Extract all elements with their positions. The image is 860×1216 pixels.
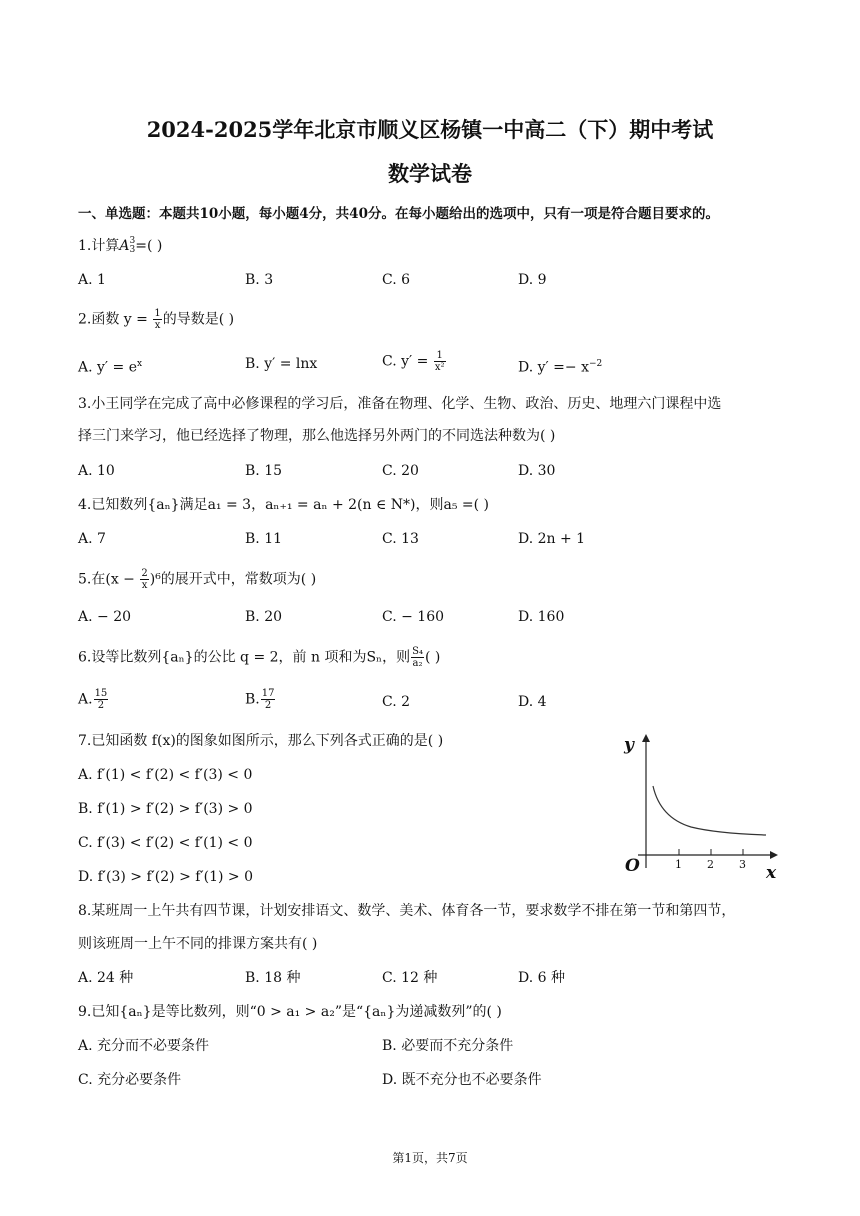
question-7-option-b: B. f′(1) > f′(2) > f′(3) > 0 xyxy=(78,801,253,817)
question-3-stem-line-2: 择三门来学习，他已经选择了物理，那么他选择另外两门的不同选法种数为( ) xyxy=(78,428,556,444)
question-3-option-c: C. 20 xyxy=(382,463,419,479)
question-6-option-d: D. 4 xyxy=(518,694,547,710)
page-subtitle: 数学试卷 xyxy=(388,161,472,186)
question-3-stem-line-1: 3.小王同学在完成了高中必修课程的学习后，准备在物理、化学、生物、政治、历史、地理六门课程中选 xyxy=(78,396,722,412)
question-7-option-d: D. f′(3) > f′(2) > f′(1) > 0 xyxy=(78,869,253,885)
question-6-option-b: B. $\frac{17}{2}$ xyxy=(245,688,275,711)
y-axis-label: y xyxy=(624,735,634,755)
y-axis xyxy=(642,734,650,868)
question-4-stem: 4.已知数列{aₙ}满足a₁ = 3，aₙ₊₁ = aₙ + 2(n ∈ N*)，则a₅ =( ) xyxy=(78,497,490,513)
question-2-option-b: B. y′ = lnx xyxy=(245,356,318,372)
question-4-option-c: C. 13 xyxy=(382,531,419,547)
question-5-option-b: B. 20 xyxy=(245,609,283,625)
question-7-option-a: A. f′(1) < f′(2) < f′(3) < 0 xyxy=(78,767,253,783)
question-2-option-a: A. $y' = e^x$ xyxy=(78,359,143,376)
question-1-option-c: C. 6 xyxy=(382,272,411,288)
question-1-stem: 1.计算A 3 3 =( ) xyxy=(78,236,163,255)
x-tick-label-1: 1 xyxy=(675,858,682,871)
question-8-option-c: C. 12 种 xyxy=(382,970,438,986)
question-5-stem: 5.在(x − $\frac{2}{x}$ )⁶的展开式中，常数项为( ) xyxy=(78,568,317,591)
x-tick-label-3: 3 xyxy=(739,858,746,871)
question-9-option-c: C. 充分必要条件 xyxy=(78,1072,182,1088)
section-heading: 一、单选题：本题共10小题，每小题4分，共40分。在每小题给出的选项中，只有一项是符合题目要求的。 xyxy=(78,206,719,222)
question-9-stem: 9.已知{aₙ}是等比数列，则“0 > a₁ > a₂”是“{aₙ}为递减数列”的( ) xyxy=(78,1004,502,1020)
origin-label: O xyxy=(625,856,640,876)
question-1-option-a: A. 1 xyxy=(78,272,106,288)
question-7-option-c: C. f′(3) < f′(2) < f′(1) < 0 xyxy=(78,835,253,851)
question-8-option-d: D. 6 种 xyxy=(518,970,565,986)
question-5-option-a: A. − 20 xyxy=(78,609,132,625)
function-curve xyxy=(653,786,766,835)
page-footer: 第1页，共7页 xyxy=(392,1151,468,1165)
question-6-stem: 6.设等比数列{aₙ}的公比 q = 2，前 n 项和为Sₙ，则 $\frac{\text{S₄}}{\text{a₂}}$ ( ) xyxy=(78,646,441,669)
question-3-option-d: D. 30 xyxy=(518,463,556,479)
question-4-option-b: B. 11 xyxy=(245,531,283,547)
question-8-option-b: B. 18 种 xyxy=(245,970,301,986)
question-9-option-b: B. 必要而不充分条件 xyxy=(382,1038,514,1054)
function-graph-figure xyxy=(616,728,786,883)
x-tick-label-2: 2 xyxy=(707,858,714,871)
x-axis-ticks xyxy=(679,849,743,855)
question-7-stem: 7.已知函数 f(x)的图象如图所示，那么下列各式正确的是( ) xyxy=(78,733,444,749)
page-title: 2024-2025学年北京市顺义区杨镇一中高二（下）期中考试 xyxy=(146,117,714,142)
question-6-option-c: C. 2 xyxy=(382,694,411,710)
question-2-option-c: C. y′ = $\frac{1}{\text{x²}}$ xyxy=(382,350,445,373)
question-8-stem-line-2: 则该班周一上午不同的排课方案共有( ) xyxy=(78,936,318,952)
question-4-option-d: D. 2n + 1 xyxy=(518,531,586,547)
question-9-option-d: D. 既不充分也不必要条件 xyxy=(382,1072,542,1088)
question-3-option-a: A. 10 xyxy=(78,463,115,479)
question-5-option-c: C. − 160 xyxy=(382,609,445,625)
question-2-option-d: D. $y' =- x^{-2}$ xyxy=(518,359,603,376)
question-4-option-a: A. 7 xyxy=(78,531,106,547)
question-8-stem-line-1: 8.某班周一上午共有四节课，计划安排语文、数学、美术、体育各一节，要求数学不排在第一节和第四节， xyxy=(78,903,736,919)
question-9-option-a: A. 充分而不必要条件 xyxy=(78,1038,210,1054)
question-1-option-d: D. 9 xyxy=(518,272,547,288)
question-1-option-b: B. 3 xyxy=(245,272,274,288)
x-axis-label: x xyxy=(766,863,777,883)
question-2-stem: 2.函数 y = $\frac{1}{x}$ 的导数是( ) xyxy=(78,308,235,331)
question-5-option-d: D. 160 xyxy=(518,609,565,625)
question-6-option-a: A. $\frac{15}{2}$ xyxy=(78,688,108,711)
question-8-option-a: A. 24 种 xyxy=(78,970,134,986)
question-3-option-b: B. 15 xyxy=(245,463,283,479)
